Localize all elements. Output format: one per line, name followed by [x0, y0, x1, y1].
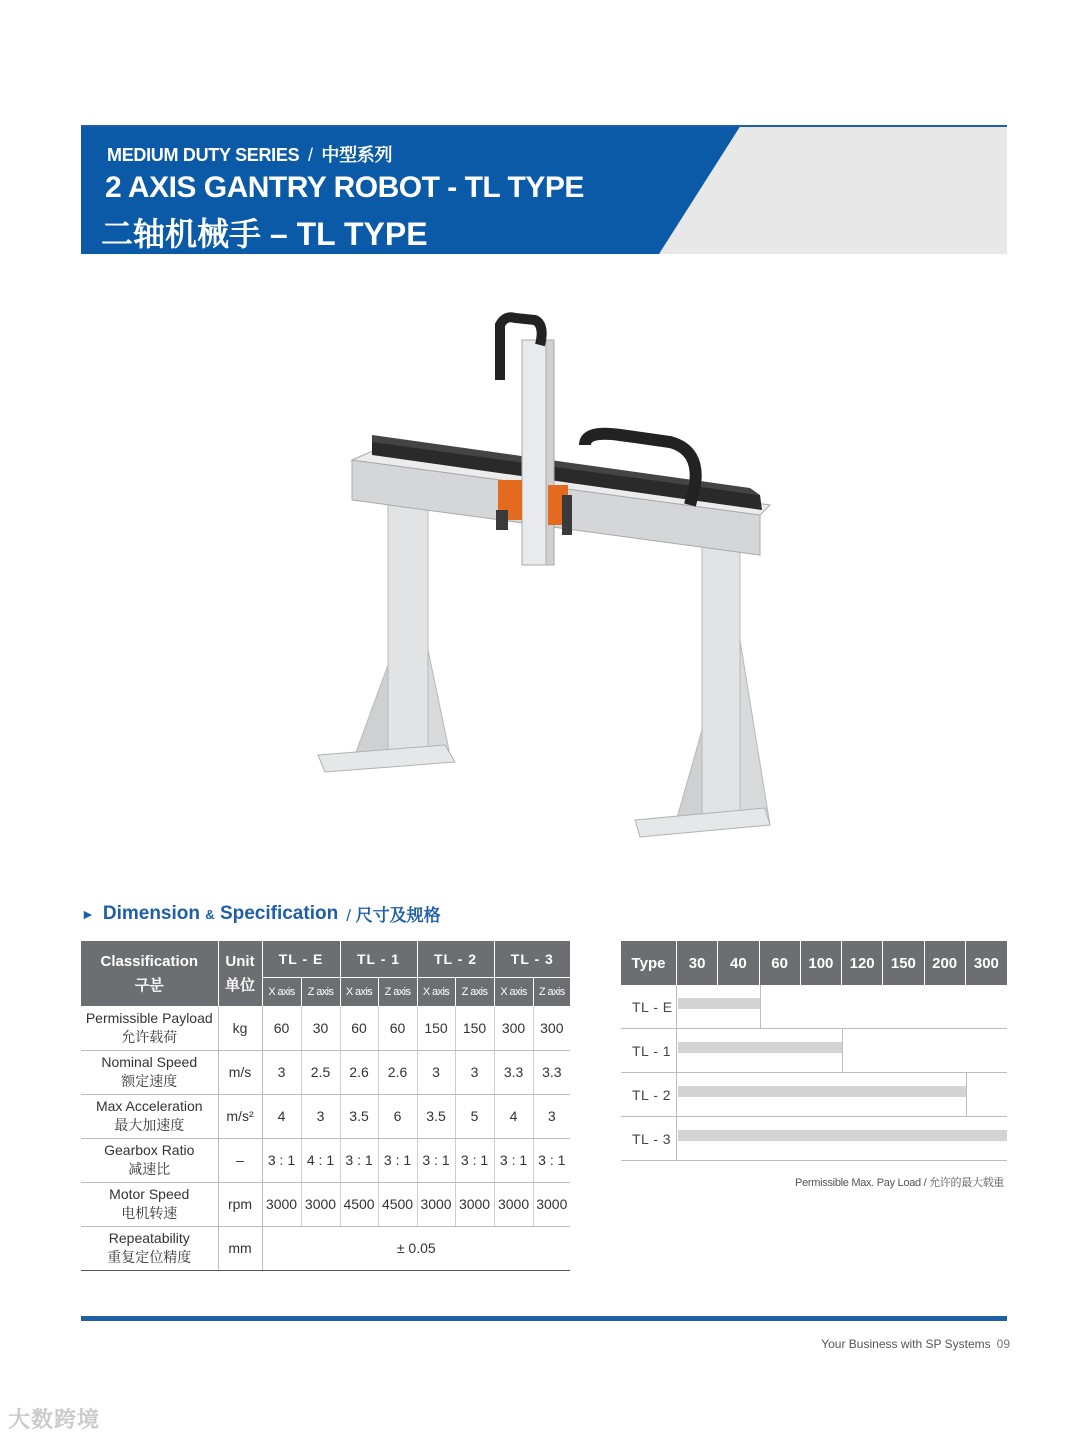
- table-cell: 3000: [533, 1182, 570, 1226]
- table-cell: 3: [417, 1050, 455, 1094]
- table-cell: 3.3: [533, 1050, 570, 1094]
- table-cell: 30: [301, 1006, 340, 1050]
- row-label-cn: 额定速度: [121, 1073, 178, 1089]
- table-cell: 3000: [301, 1182, 340, 1226]
- page-title-cn: 二轴机械手 – TL TYPE: [101, 216, 428, 252]
- row-label-cn: 重复定位精度: [107, 1249, 192, 1265]
- header-axis: X axis: [262, 977, 301, 1006]
- triangle-arrow-icon: ►: [81, 905, 95, 922]
- table-cell: 60: [262, 1006, 301, 1050]
- chart-bar: [678, 1130, 1007, 1141]
- row-label-cn: 电机转速: [121, 1205, 178, 1221]
- chart-category-label: TL - E: [621, 985, 677, 1028]
- table-cell: 3 : 1: [494, 1138, 533, 1182]
- row-label-cn: 允许载荷: [121, 1028, 178, 1045]
- chart-bar: [678, 1086, 966, 1097]
- gantry-robot-image: [300, 300, 800, 860]
- chart-x-tick: 100: [801, 941, 842, 985]
- table-cell: 150: [417, 1006, 455, 1050]
- header-axis: Z axis: [301, 977, 340, 1006]
- header-model: TL - 3: [494, 941, 570, 977]
- table-cell: 3.5: [340, 1094, 378, 1138]
- table-row: [81, 1050, 570, 1094]
- footer-text: Your Business with SP Systems: [821, 1337, 991, 1351]
- table-row: [81, 1182, 570, 1226]
- header-model: TL - 2: [417, 941, 494, 977]
- header-axis: Z axis: [533, 977, 570, 1006]
- header-banner: [81, 125, 1007, 254]
- row-unit: kg: [218, 1006, 262, 1050]
- table-cell: 3 : 1: [262, 1138, 301, 1182]
- table-cell: 4: [262, 1094, 301, 1138]
- table-cell: 3 : 1: [340, 1138, 378, 1182]
- header-unit: Unit 单位: [218, 941, 262, 1006]
- table-cell: 300: [533, 1006, 570, 1050]
- banner-top-line: [81, 125, 1007, 127]
- table-cell: 60: [340, 1006, 378, 1050]
- header-axis: X axis: [494, 977, 533, 1006]
- chart-bar: [678, 1042, 842, 1053]
- table-cell: 2.5: [301, 1050, 340, 1094]
- chart-x-tick: 30: [677, 941, 718, 985]
- chart-row: [621, 985, 1007, 1029]
- row-label-cn: 减速比: [128, 1161, 171, 1177]
- table-cell: 3.3: [494, 1050, 533, 1094]
- spec-table: [81, 941, 570, 1271]
- chart-bar-end-line: [760, 985, 761, 1028]
- row-unit: m/s: [218, 1050, 262, 1094]
- table-cell: 3.5: [417, 1094, 455, 1138]
- table-cell: 4 : 1: [301, 1138, 340, 1182]
- payload-chart: [621, 941, 1007, 1161]
- row-label: Nominal Speed: [101, 1054, 198, 1070]
- chart-category-label: TL - 1: [621, 1029, 677, 1072]
- table-cell: 150: [455, 1006, 494, 1050]
- series-label: MEDIUM DUTY SERIES / 中型系列: [107, 145, 393, 165]
- table-cell: 3 : 1: [533, 1138, 570, 1182]
- chart-x-tick: 120: [842, 941, 883, 985]
- table-cell: 3000: [494, 1182, 533, 1226]
- row-unit: m/s²: [218, 1094, 262, 1138]
- table-cell: 4500: [378, 1182, 417, 1226]
- table-cell: 300: [494, 1006, 533, 1050]
- table-row: [81, 1094, 570, 1138]
- table-cell: 4500: [340, 1182, 378, 1226]
- table-cell: 3: [301, 1094, 340, 1138]
- chart-x-tick: 40: [718, 941, 759, 985]
- table-cell: 2.6: [340, 1050, 378, 1094]
- chart-row: [621, 1117, 1007, 1161]
- row-unit: mm: [218, 1226, 262, 1270]
- repeatability-value: ± 0.05: [262, 1226, 570, 1270]
- chart-x-tick: 300: [966, 941, 1007, 985]
- row-label: Motor Speed: [109, 1186, 190, 1202]
- table-cell: 3: [455, 1050, 494, 1094]
- table-cell: 3: [533, 1094, 570, 1138]
- table-row: [81, 1138, 570, 1182]
- chart-bar-end-line: [842, 1029, 843, 1072]
- table-cell: 3 : 1: [455, 1138, 494, 1182]
- header-axis: Z axis: [378, 977, 417, 1006]
- chart-bar: [678, 998, 760, 1009]
- table-cell: 6: [378, 1094, 417, 1138]
- header-classification: Classification 구분: [81, 941, 218, 1006]
- row-label: Permissible Payload: [85, 1009, 213, 1026]
- watermark-logo: 大数跨境: [8, 1407, 101, 1432]
- header-axis: X axis: [417, 977, 455, 1006]
- table-cell: 3 : 1: [378, 1138, 417, 1182]
- chart-x-tick: 200: [925, 941, 966, 985]
- chart-bar-end-line: [966, 1073, 967, 1116]
- table-cell: 3000: [455, 1182, 494, 1226]
- table-cell: 3 : 1: [417, 1138, 455, 1182]
- chart-category-label: TL - 3: [621, 1117, 677, 1160]
- table-cell: 5: [455, 1094, 494, 1138]
- row-label-cn: 最大加速度: [114, 1117, 185, 1133]
- chart-row: [621, 1029, 1007, 1073]
- page-title: 2 AXIS GANTRY ROBOT - TL TYPE: [105, 171, 584, 204]
- footer-line: [81, 1316, 1007, 1321]
- table-cell: 2.6: [378, 1050, 417, 1094]
- table-cell: 4: [494, 1094, 533, 1138]
- chart-note: Permissible Max. Pay Load / 允许的最大载重: [795, 1177, 1004, 1189]
- chart-x-tick: 150: [883, 941, 924, 985]
- row-label: Repeatability: [108, 1230, 190, 1246]
- chart-row: [621, 1073, 1007, 1117]
- table-row: [81, 1006, 570, 1050]
- header-axis: Z axis: [455, 977, 494, 1006]
- table-cell: 3000: [262, 1182, 301, 1226]
- table-cell: 3000: [417, 1182, 455, 1226]
- row-unit: rpm: [218, 1182, 262, 1226]
- chart-header-type: Type: [621, 941, 677, 985]
- header-axis: X axis: [340, 977, 378, 1006]
- header-model: TL - E: [262, 941, 340, 977]
- section-heading: ► Dimension & Specification / 尺寸及规格: [81, 902, 441, 925]
- header-model: TL - 1: [340, 941, 417, 977]
- table-cell: 60: [378, 1006, 417, 1050]
- table-row: [81, 1226, 570, 1270]
- row-label: Gearbox Ratio: [104, 1142, 195, 1158]
- chart-header: [621, 941, 1007, 985]
- row-label: Max Acceleration: [95, 1098, 203, 1114]
- chart-category-label: TL - 2: [621, 1073, 677, 1116]
- page-number: 09: [996, 1337, 1010, 1351]
- chart-x-tick: 60: [760, 941, 801, 985]
- row-unit: –: [218, 1138, 262, 1182]
- footer: [821, 1337, 1010, 1351]
- table-cell: 3: [262, 1050, 301, 1094]
